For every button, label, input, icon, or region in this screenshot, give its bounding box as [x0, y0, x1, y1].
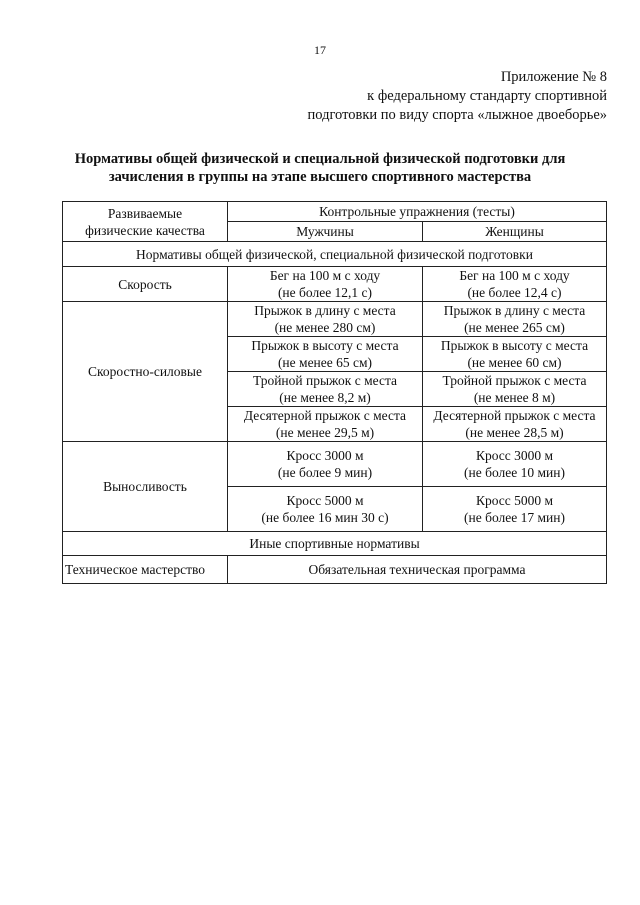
long-jump-women-cell	[423, 302, 607, 337]
page-number: 17	[314, 43, 326, 57]
section-row-other	[63, 532, 607, 556]
triple-jump-women-cell	[423, 372, 607, 407]
speed-women-norm: (не более 12,4 с)	[467, 285, 562, 300]
title-line-2: зачисления в группы на этапе высшего спортивного мастерства	[108, 169, 532, 185]
norms-table	[62, 201, 607, 584]
quality-endurance: Выносливость	[63, 442, 228, 532]
section-other-label: Иные спортивные нормативы	[63, 532, 607, 556]
table-row-cross-3000	[63, 442, 607, 487]
test-norm: (не более 17 мин)	[464, 510, 565, 525]
test-norm: (не менее 265 см)	[464, 320, 565, 335]
test-name: Прыжок в длину с места	[254, 303, 396, 318]
test-name: Прыжок в высоту с места	[251, 338, 399, 353]
test-norm: (не менее 280 см)	[274, 320, 376, 335]
header-quality-line-2: физические качества	[85, 222, 205, 238]
title-line-1: Нормативы общей физической и специальной физической подготовки для	[74, 151, 566, 167]
header-quality-line-1: Развиваемые	[107, 205, 183, 221]
test-name: Десятерной прыжок с места	[243, 408, 407, 423]
tenfold-jump-women-cell	[423, 407, 607, 442]
test-name: Прыжок в высоту с места	[440, 338, 589, 353]
test-name: Кросс 3000 м	[286, 448, 364, 463]
table-row-speed	[63, 267, 607, 302]
high-jump-women-cell	[423, 337, 607, 372]
appendix-line-1: Приложение № 8	[500, 69, 607, 85]
test-norm: (не менее 29,5 м)	[275, 425, 375, 440]
speed-men-test: Бег на 100 м с ходу	[269, 268, 381, 283]
document-title	[40, 150, 600, 186]
test-norm: (не менее 65 см)	[277, 355, 373, 370]
cross-5000-men-cell	[228, 487, 423, 532]
header-men: Мужчины	[228, 222, 423, 242]
test-name: Кросс 5000 м	[475, 493, 554, 508]
section-general-label: Нормативы общей физической, специальной физической подготовки	[63, 242, 607, 267]
test-name: Кросс 5000 м	[286, 493, 364, 508]
speed-men-norm: (не более 12,1 с)	[277, 285, 373, 300]
test-norm: (не менее 8 м)	[473, 390, 556, 405]
high-jump-men-cell	[228, 337, 423, 372]
test-name: Тройной прыжок с места	[442, 373, 587, 388]
tenfold-jump-men-cell	[228, 407, 423, 442]
section-row-general	[63, 242, 607, 267]
triple-jump-men-cell	[228, 372, 423, 407]
test-norm: (не менее 60 см)	[467, 355, 562, 370]
speed-women-test: Бег на 100 м с ходу	[459, 268, 570, 283]
speed-men-cell	[228, 267, 423, 302]
test-norm: (не более 10 мин)	[464, 465, 565, 480]
technique-program: Обязательная техническая программа	[228, 556, 607, 584]
test-name: Тройной прыжок с места	[252, 373, 398, 388]
long-jump-men-cell	[228, 302, 423, 337]
test-name: Прыжок в длину с места	[443, 303, 586, 318]
test-norm: (не менее 8,2 м)	[279, 390, 371, 405]
table-header-row	[63, 202, 607, 222]
cross-3000-men-cell	[228, 442, 423, 487]
header-physical-qualities	[63, 202, 228, 242]
speed-women-cell	[423, 267, 607, 302]
test-name: Кросс 3000 м	[475, 448, 554, 463]
test-norm: (не более 9 мин)	[277, 465, 373, 480]
appendix-line-3: подготовки по виду спорта «лыжное двоеборье»	[307, 107, 607, 123]
quality-technique: Техническое мастерство	[63, 556, 228, 584]
header-women: Женщины	[423, 222, 607, 242]
test-norm: (не более 16 мин 30 с)	[261, 510, 389, 525]
appendix-line-2: к федеральному стандарту спортивной	[367, 88, 607, 104]
quality-speed: Скорость	[63, 267, 228, 302]
header-control-tests: Контрольные упражнения (тесты)	[228, 202, 607, 222]
test-name: Десятерной прыжок с места	[433, 408, 596, 423]
quality-speed-strength: Скоростно-силовые	[63, 302, 228, 442]
table-row-long-jump	[63, 302, 607, 337]
test-norm: (не менее 28,5 м)	[465, 425, 564, 440]
cross-5000-women-cell	[423, 487, 607, 532]
cross-3000-women-cell	[423, 442, 607, 487]
table-row-technique	[63, 556, 607, 584]
appendix-reference	[307, 68, 607, 125]
